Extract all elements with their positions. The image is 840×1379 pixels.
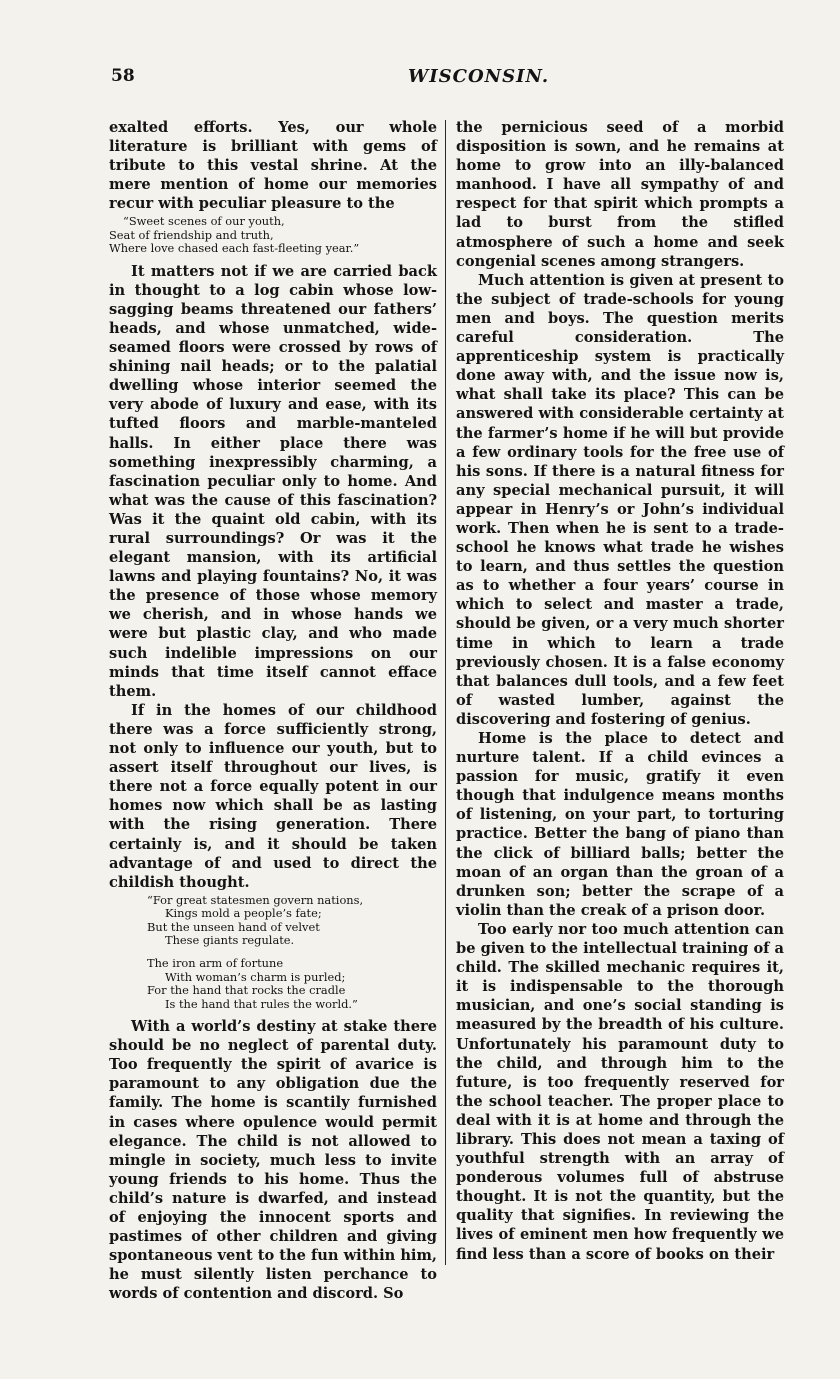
verse-line: “Sweet scenes of our youth, [123,214,285,229]
verse-line: The iron arm of fortune [147,956,284,971]
verse-line: For the hand that rocks the cradle [147,983,346,998]
verse-line: Kings mold a people’s fate; [165,906,322,921]
verse-line: But the unseen hand of velvet [147,919,320,934]
verse-line: Is the hand that rules the world.” [165,996,358,1011]
page-number: 58 [111,66,135,86]
paragraph: the pernicious seed of a morbid disposition is sown, and he remains at home to grow into an illy-balanced manhood. I have all sympathy of and respect for that spirit which prompts a lad to burst from the stifled atmosphere of such a home and seek congenial scenes among strangers. [456,119,784,270]
verse-line: These giants regulate. [165,933,295,947]
verse-line: “For great statesmen govern nations, [147,892,364,907]
paragraph: If in the homes of our childhood there was a force sufficiently strong, not only to influence our youth, but to assert itself throughout our lives, is there not a force equally potent in our homes now which shall be as lasting with the rising generation. There certainly is, and it should be taken advantage of and used to direct the childish thought. [109,701,437,891]
right-column [456,118,784,1264]
running-title: WISCONSIN. [408,66,550,87]
verse-line: Where love chased each fast-fleeting year.” [109,241,360,256]
paragraph: It matters not if we are carried back in thought to a log cabin whose low-sagging beams threatened our fathers’ heads, and whose unmatched, wide-seamed floors were crossed by rows of shining nail heads; or to the palatial dwelling whose interior seemed the very abode of luxury and ease, with its tufted floors and marble-manteled halls. In either place there was something inexpressibly charming, a fascination peculiar only to home. And what was the cause of this fascination? Was it the quaint old cabin, with its rural surroundings? Or was it the elegant mansion, with its artificial lawns and playing fountains? No, it was the presence of those whose memory we cherish, and in whose hands we were but plastic clay, and who made such indelible impressions on our minds that time itself cannot efface them. [109,262,437,700]
verse-line: Seat of friendship and truth, [109,227,274,242]
verse-quote [109,215,437,255]
paragraph: Too early nor too much attention can be given to the intellectual training of a child. The skilled mechanic requires it, it is indispensable to the thorough musician, and one’s social standing is measured by the breadth of his culture. Unfortunately his paramount duty to the child, and through him to the future, is too frequently reserved for the school teacher. The proper place to deal with it is at home and through the library. This does not mean a taxing of youthful strength with an array of ponderous volumes full of abstruse thought. It is not the quantity, but the quality that signifies. In reviewing the lives of eminent men how frequently we find less than a score of books on their [456,920,784,1263]
paragraph: Much attention is given at present to the subject of trade-schools for young men and boys. The question merits careful consideration. The apprenticeship system is practically done away with, and the issue now is, what shall take its place? This can be answered with considerable certainty at the farmer’s home if he will but provide a few ordinary tools for the free use of his sons. If there is a natural fitness for any special mechanical pursuit, it will appear in Henry’s or John’s individual work. Then when he is sent to a trade-school he knows what trade he wishes to learn, and thus settles the question as to whether a four years’ course in which to select and master a trade, should be given, or a very much shorter time in which to learn a trade previously chosen. It is a false economy that balances dull tools, and a few feet of wasted lumber, against the discovering and fostering of genius. [456,271,784,728]
column-divider [445,120,446,1265]
paragraph: With a world’s destiny at stake there should be no neglect of parental duty. Too frequently the spirit of avarice is paramount to any obligation due the family. The home is scantily furnished in cases where opulence would permit elegance. The child is not allowed to mingle in society, much less to invite young friends to his home. Thus the child’s nature is dwarfed, and instead of enjoying the innocent sports and pastimes of other children and giving spontaneous vent to the fun within him, he must silently listen perchance to words of contention and discord. So [109,1018,437,1303]
verse-line: With woman’s charm is purled; [165,969,346,984]
verse-quote [147,894,437,1011]
left-column [109,118,437,1303]
paragraph: Home is the place to detect and nurture talent. If a child evinces a passion for music, gratify it even though that indulgence means months of listening, on your part, to torturing practice. Better the bang of piano than the click of billiard balls; better the moan of an organ than the groan of a drunken son; better the scrape of a violin than the creak of a prison door. [456,730,784,919]
paragraph: exalted efforts. Yes, our whole literature is brilliant with gems of tribute to this vestal shrine. At the mere mention of home our memories recur with peculiar pleasure to the [109,119,437,213]
